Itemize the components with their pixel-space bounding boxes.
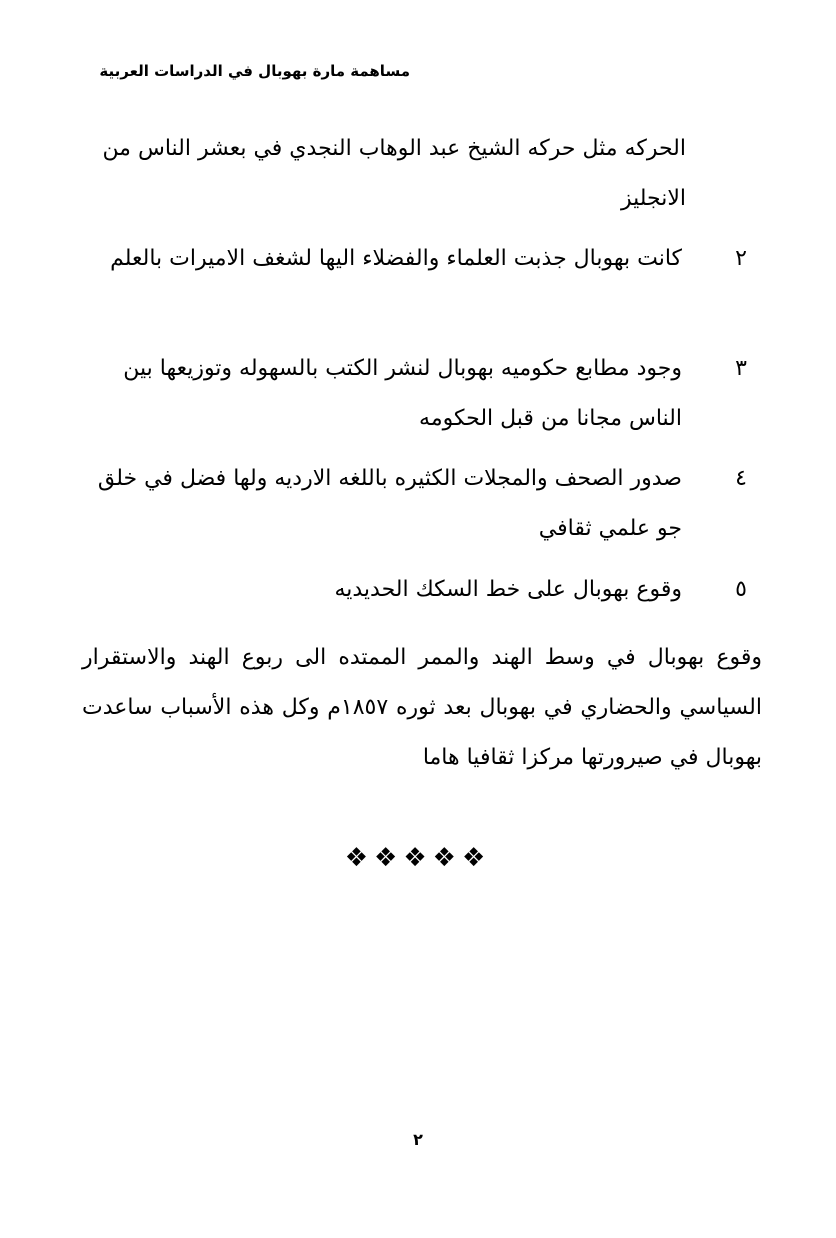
list-item-number: ٢ <box>735 246 747 271</box>
running-header: مساهمة مارة بهوبال في الدراسات العربية <box>99 62 410 80</box>
ornament-divider: ❖❖❖❖❖ <box>344 843 492 873</box>
list-item <box>76 454 756 554</box>
list-item-number: ٤ <box>735 466 747 491</box>
list-item-number: ٣ <box>735 356 747 381</box>
list-item-number: ٥ <box>735 577 747 602</box>
list-item <box>76 234 756 334</box>
list-item-text: كانت بهوبال جذبت العلماء والفضلاء اليها لشغف الاميرات بالعلم <box>110 246 682 271</box>
list-item-text: وجود مطابع حكوميه بهوبال لنشر الكتب بالسهوله وتوزيعها بين الناس مجانا من قبل الحكومه <box>123 356 682 431</box>
page-number: ٢ <box>413 1130 423 1149</box>
intro-paragraph: الحركه مثل حركه الشيخ عبد الوهاب النجدي في بعشر الناس من الانجليز <box>102 136 686 211</box>
list-item <box>76 344 756 444</box>
list-item-text: وقوع بهوبال على خط السكك الحديديه <box>334 577 682 602</box>
closing-paragraph: وقوع بهوبال في وسط الهند والممر الممتده الى ربوع الهند والاستقرار السياسي والحضاري في بهوبال بعد ثوره ١٨٥٧م وكل هذه الأسباب ساعدت بهوبال في صيرورتها مركزا ثقافيا هاما <box>82 645 763 770</box>
list-item-text: صدور الصحف والمجلات الكثيره باللغه الارديه ولها فضل في خلق جو علمي ثقافي <box>97 466 682 541</box>
